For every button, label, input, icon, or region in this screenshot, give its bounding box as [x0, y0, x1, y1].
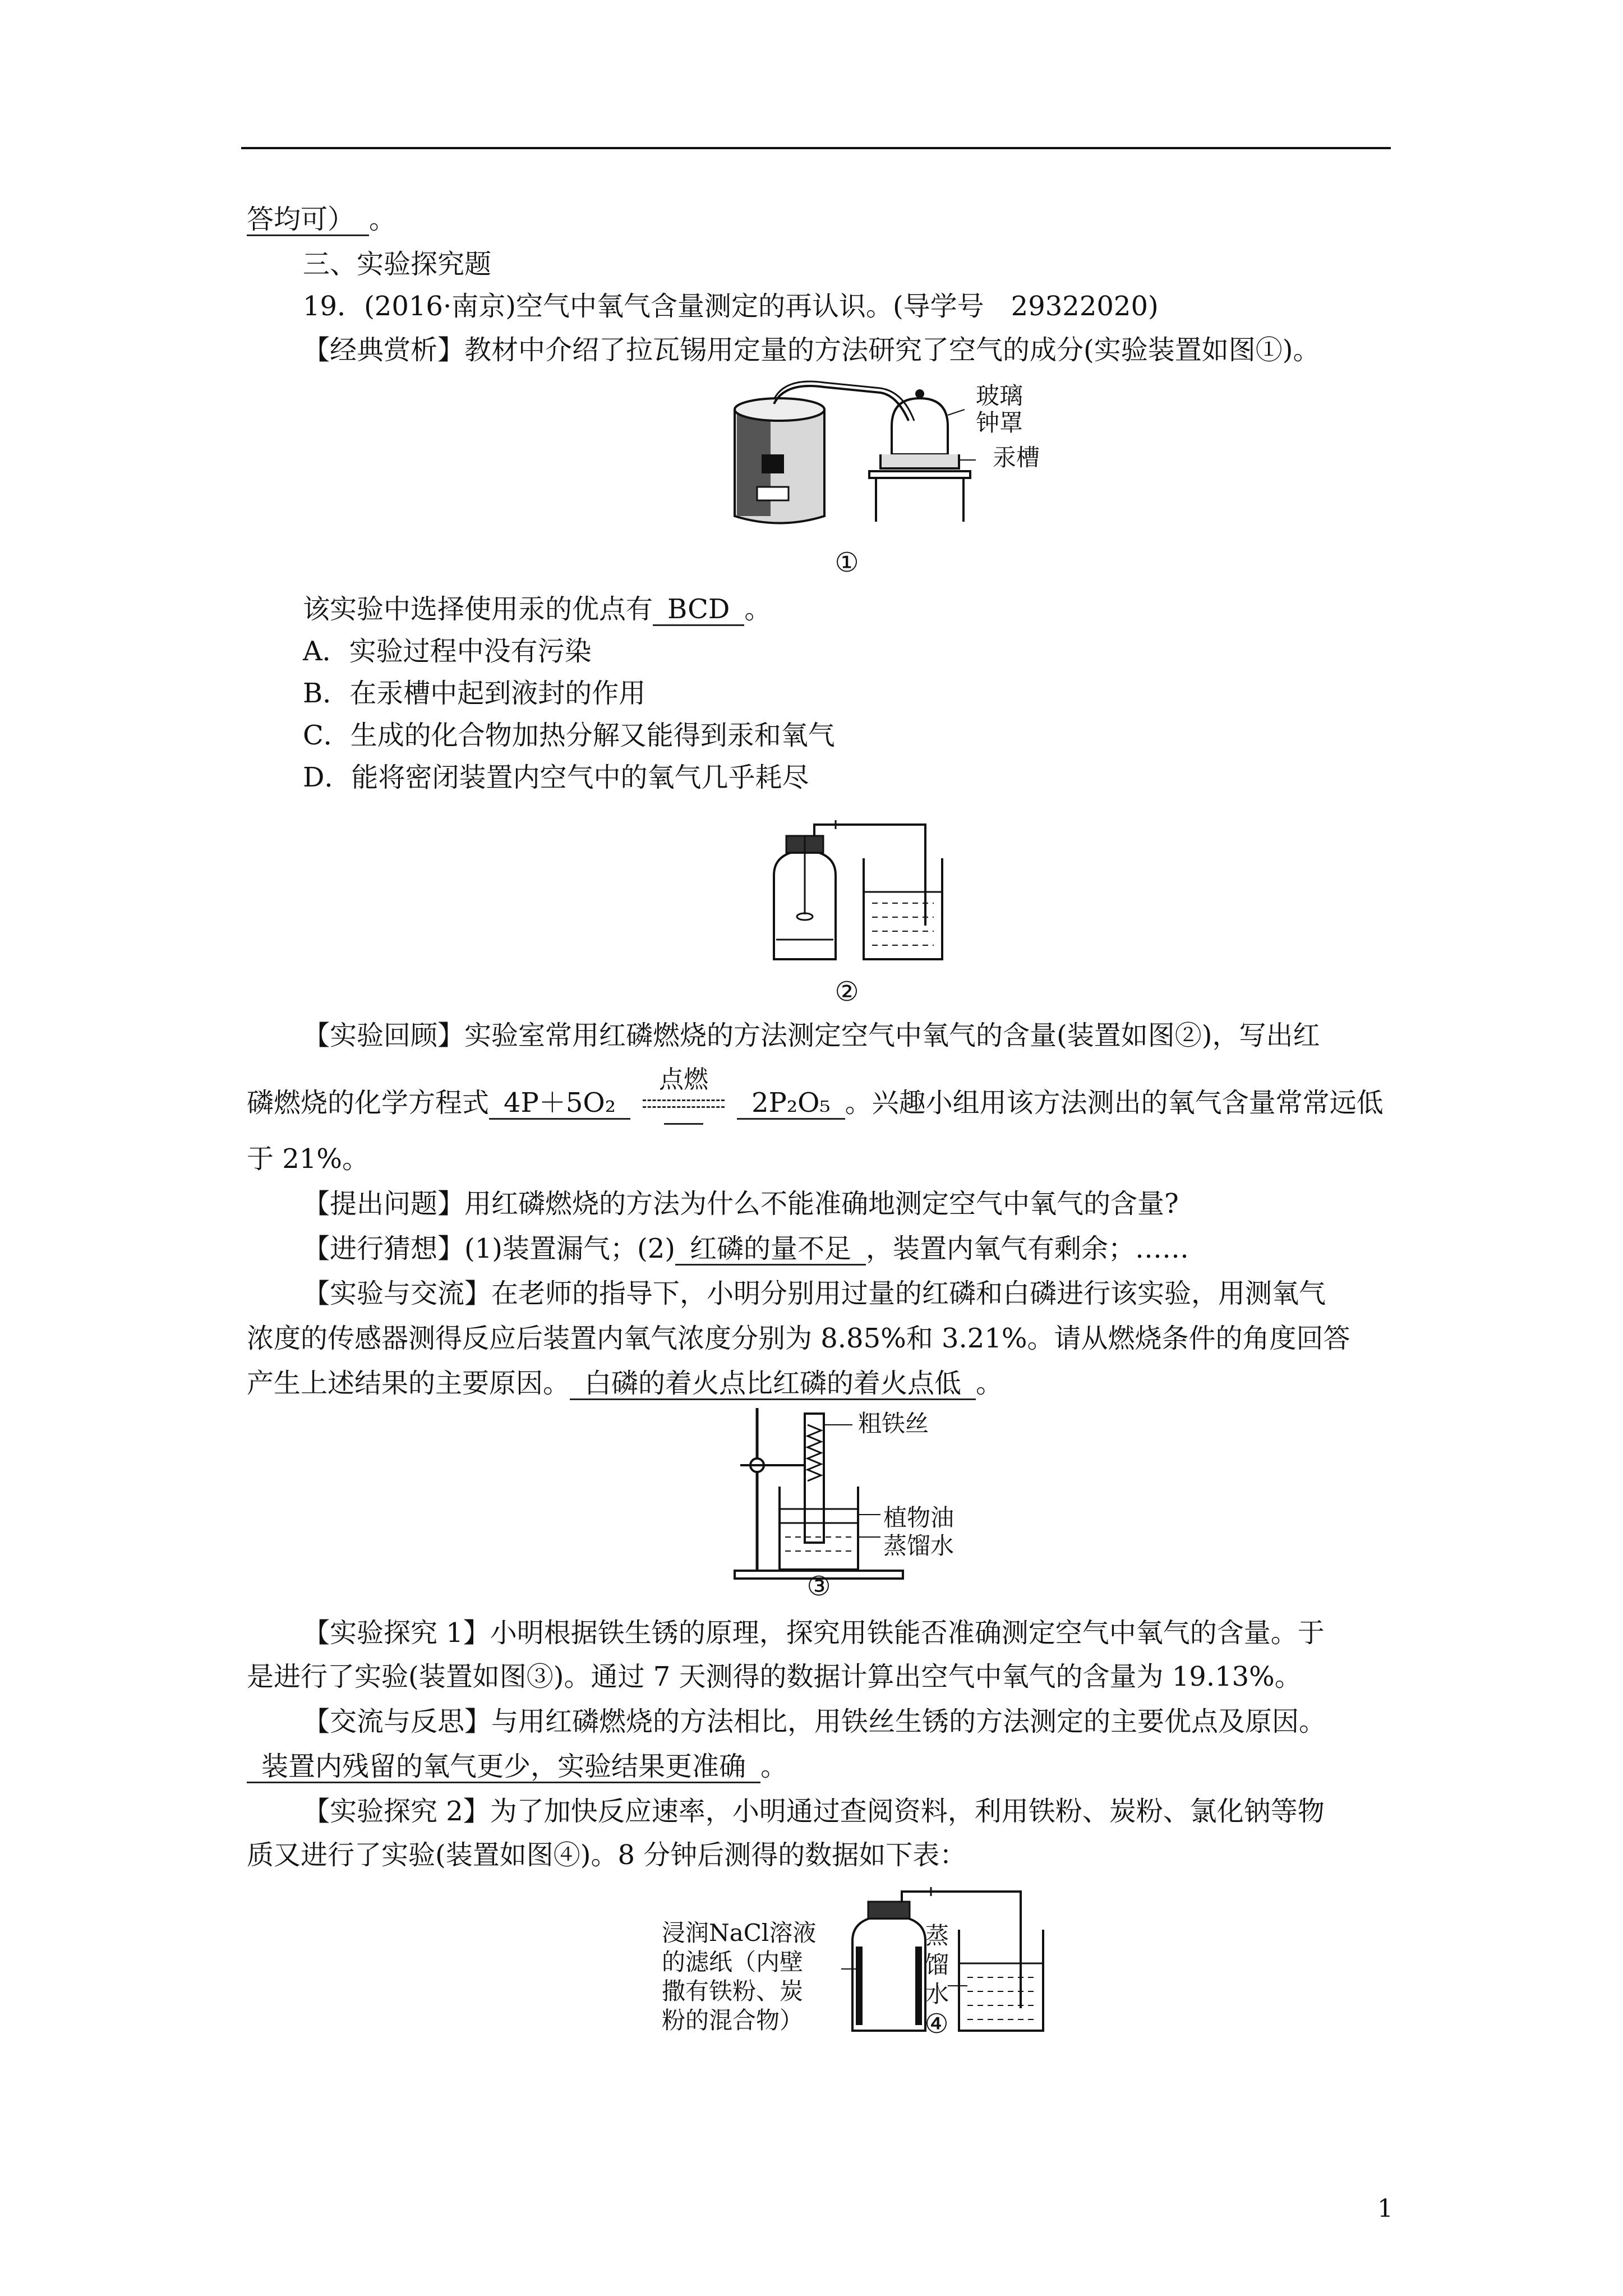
raise-question: 【提出问题】用红磷燃烧的方法为什么不能准确地测定空气中氧气的含量? — [303, 1188, 1179, 1220]
reflection-answer: 装置内残留的氧气更少，实验结果更准确 。 — [247, 1749, 787, 1784]
option-d: D．能将密闭装置内空气中的氧气几乎耗尽 — [303, 762, 809, 793]
hypothesis: 【进行猜想】(1)装置漏气；(2) 红磷的量不足 ，装置内氧气有剩余；…… — [303, 1233, 1189, 1264]
figure-3-caption: ③ — [806, 1571, 831, 1602]
explore-2-line-2: 质又进行了实验(装置如图④)。8 分钟后测得的数据如下表： — [247, 1839, 967, 1871]
question-19: 19．(2016·南京)空气中氧气含量测定的再认识。(导学号 29322020) — [303, 291, 1159, 322]
figure-2-caption: ② — [834, 976, 859, 1007]
mercury-advantage: 该实验中选择使用汞的优点有 BCD 。 — [303, 593, 772, 625]
explore-1-line-1: 【实验探究 1】小明根据铁生锈的原理，探究用铁能否准确测定空气中氧气的含量。于 — [303, 1617, 1325, 1649]
option-a: A．实验过程中没有污染 — [303, 636, 592, 667]
fig4-water-1: 蒸 — [925, 1922, 949, 1949]
page-number: 1 — [1377, 2194, 1393, 2223]
label-glass-2: 钟罩 — [976, 409, 1023, 436]
section-heading: 三、实验探究题 — [303, 249, 492, 280]
classic-analysis: 【经典赏析】教材中介绍了拉瓦锡用定量的方法研究了空气的成分(实验装置如图①)。 — [303, 334, 1320, 366]
fig4-label-line-2: 的滤纸（内壁 — [662, 1948, 804, 1976]
review-line-3: 于 21%。 — [247, 1143, 369, 1175]
exchange-line-1: 【实验与交流】在老师的指导下，小明分别用过量的红磷和白磷进行该实验，用测氧气 — [303, 1278, 1326, 1309]
fig4-label-line-1: 浸润NaCl溶液 — [662, 1919, 817, 1947]
fig4-water-3: 水 — [925, 1980, 949, 2008]
equation-condition: 点燃 — [636, 1088, 731, 1122]
explore-2-line-1: 【实验探究 2】为了加快反应速率，小明通过查阅资料，利用铁粉、炭粉、氯化钠等物 — [303, 1796, 1325, 1827]
label-distilled-water: 蒸馏水 — [883, 1532, 955, 1559]
label-vegetable-oil: 植物油 — [883, 1504, 955, 1531]
review-line-2: 磷燃烧的化学方程式 4P＋5O₂ 点燃 2P₂O₅ 。兴趣小组用该方法测出的氧气含量常常远低 — [247, 1085, 1384, 1122]
label-iron-wire: 粗铁丝 — [858, 1410, 929, 1437]
exchange-line-2: 浓度的传感器测得反应后装置内氧气浓度分别为 8.85%和 3.21%。请从燃烧条件的角度回答 — [247, 1323, 1350, 1354]
option-b: B．在汞槽中起到液封的作用 — [303, 678, 646, 709]
fig4-label-line-3: 撒有铁粉、炭 — [662, 1977, 804, 2005]
review-line-1: 【实验回顾】实验室常用红磷燃烧的方法测定空气中氧气的含量(装置如图②)，写出红 — [303, 1020, 1320, 1051]
line-answer-end: 答均可） 。 — [247, 204, 396, 235]
fig4-label-line-4: 粉的混合物） — [662, 2007, 804, 2034]
reflection: 【交流与反思】与用红磷燃烧的方法相比，用铁丝生锈的方法测定的主要优点及原因。 — [303, 1706, 1326, 1737]
label-glass-1: 玻璃 — [976, 382, 1023, 409]
option-c: C．生成的化合物加热分解又能得到汞和氧气 — [303, 720, 835, 751]
exchange-line-3: 产生上述结果的主要原因。 白磷的着火点比红磷的着火点低 。 — [247, 1368, 1003, 1399]
equation-left: 4P＋5O₂ — [489, 1088, 630, 1120]
figure-1-caption: ① — [834, 547, 859, 578]
fig4-water-2: 馏 — [925, 1951, 949, 1978]
figure-2-red-phosphorus-apparatus — [751, 813, 959, 976]
label-trough: 汞槽 — [993, 444, 1040, 471]
answer-blank: BCD — [653, 594, 744, 626]
figure-1-lavoisier-apparatus — [712, 370, 1004, 539]
header-rule — [241, 147, 1391, 149]
equation-right: 2P₂O₅ — [737, 1088, 845, 1120]
figure-4-caption: ④ — [924, 2008, 949, 2040]
explore-1-line-2: 是进行了实验(装置如图③)。通过 7 天测得的数据计算出空气中氧气的含量为 19.13%。 — [247, 1661, 1302, 1692]
